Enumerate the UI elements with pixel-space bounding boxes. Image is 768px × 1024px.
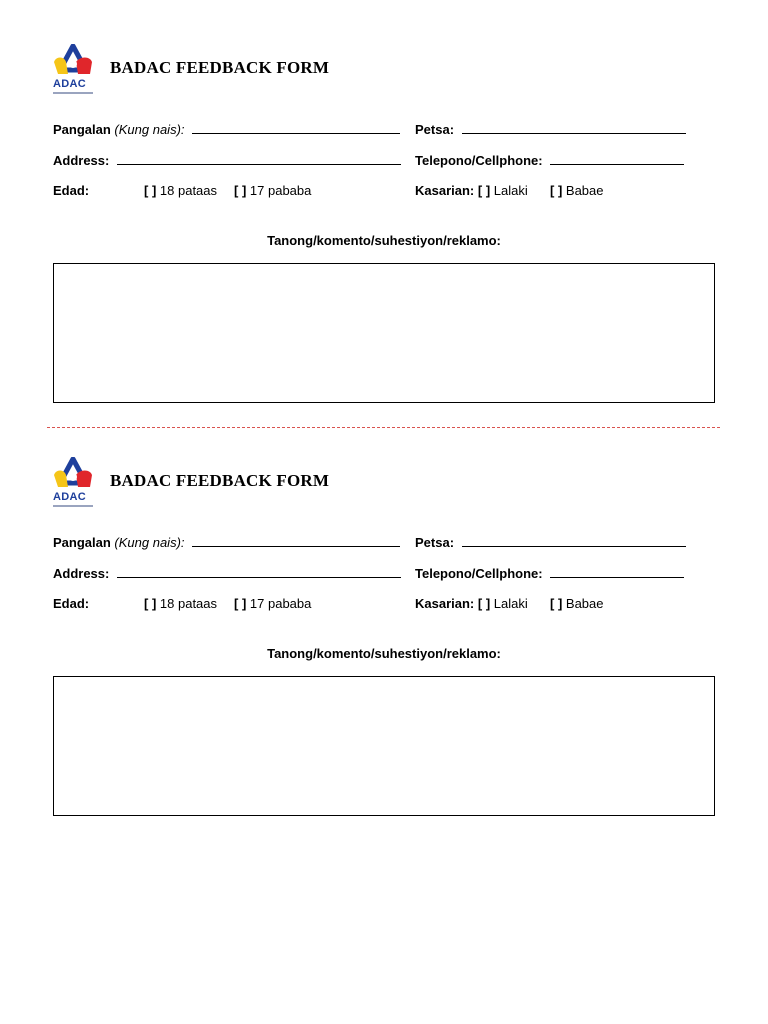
comment-prompt: Tanong/komento/suhestiyon/reklamo: — [267, 233, 501, 248]
address-label: Address: — [53, 153, 110, 168]
age-checkbox-17-down[interactable]: [ ] — [234, 183, 247, 198]
form-title: BADAC FEEDBACK FORM — [110, 471, 330, 490]
logo-text: ADAC — [53, 491, 86, 503]
gender-option-female[interactable] — [550, 596, 604, 611]
logo-tagline-bar — [53, 92, 93, 94]
gender-label: Kasarian: — [415, 596, 475, 611]
age-option-17-down[interactable] — [234, 596, 311, 611]
date-label: Petsa: — [415, 535, 455, 550]
adac-logo — [50, 44, 96, 96]
age-label: Edad: — [53, 596, 90, 611]
gender-checkbox-male[interactable]: [ ] — [477, 596, 491, 611]
age-option-18-up[interactable] — [144, 596, 217, 611]
age-field — [53, 183, 89, 198]
gender-option-female-label: Babae — [565, 596, 604, 611]
age-label: Edad: — [53, 183, 90, 198]
age-checkbox-18-up[interactable]: [ ] — [144, 596, 157, 611]
age-option-17-down-label: 17 pababa — [249, 596, 312, 611]
feedback-form-1 — [0, 44, 768, 444]
name-hint: (Kung nais) — [114, 122, 181, 137]
logo-text: ADAC — [53, 78, 86, 90]
comment-textarea[interactable] — [53, 676, 715, 816]
name-input-line[interactable] — [192, 534, 400, 547]
phone-label: Telepono/Cellphone: — [415, 153, 543, 168]
age-option-17-down[interactable] — [234, 183, 311, 198]
gender-option-female-label: Babae — [565, 183, 604, 198]
name-field[interactable] — [53, 121, 400, 137]
name-input-line[interactable] — [192, 121, 400, 134]
age-option-18-up[interactable] — [144, 183, 217, 198]
name-colon: : — [180, 122, 185, 137]
address-field[interactable] — [53, 565, 401, 581]
name-label: Pangalan — [53, 122, 111, 137]
age-option-18-up-label: 18 pataas — [159, 183, 218, 198]
gender-checkbox-male[interactable]: [ ] — [477, 183, 491, 198]
age-field — [53, 596, 89, 611]
address-input-line[interactable] — [117, 152, 401, 165]
comment-prompt: Tanong/komento/suhestiyon/reklamo: — [267, 646, 501, 661]
age-checkbox-18-up[interactable]: [ ] — [144, 183, 157, 198]
name-hint: (Kung nais) — [114, 535, 181, 550]
phone-field[interactable] — [415, 152, 684, 168]
name-colon: : — [180, 535, 185, 550]
gender-checkbox-female[interactable]: [ ] — [550, 596, 563, 611]
phone-field[interactable] — [415, 565, 684, 581]
name-label: Pangalan — [53, 535, 111, 550]
logo-tagline-bar — [53, 505, 93, 507]
phone-input-line[interactable] — [550, 152, 684, 165]
gender-field[interactable] — [415, 596, 528, 611]
date-input-line[interactable] — [462, 534, 686, 547]
form-title: BADAC FEEDBACK FORM — [110, 58, 330, 77]
gender-option-male-label: Lalaki — [493, 183, 528, 198]
date-label: Petsa: — [415, 122, 455, 137]
gender-field[interactable] — [415, 183, 528, 198]
name-field[interactable] — [53, 534, 400, 550]
feedback-form-2 — [0, 457, 768, 857]
phone-input-line[interactable] — [550, 565, 684, 578]
gender-checkbox-female[interactable]: [ ] — [550, 183, 563, 198]
comment-textarea[interactable] — [53, 263, 715, 403]
age-checkbox-17-down[interactable]: [ ] — [234, 596, 247, 611]
address-label: Address: — [53, 566, 110, 581]
cut-line-divider — [47, 427, 720, 428]
adac-logo — [50, 457, 96, 509]
date-field[interactable] — [415, 121, 686, 137]
age-option-17-down-label: 17 pababa — [249, 183, 312, 198]
address-input-line[interactable] — [117, 565, 401, 578]
date-field[interactable] — [415, 534, 686, 550]
age-option-18-up-label: 18 pataas — [159, 596, 218, 611]
gender-label: Kasarian: — [415, 183, 475, 198]
gender-option-male-label: Lalaki — [493, 596, 528, 611]
gender-option-female[interactable] — [550, 183, 604, 198]
date-input-line[interactable] — [462, 121, 686, 134]
address-field[interactable] — [53, 152, 401, 168]
phone-label: Telepono/Cellphone: — [415, 566, 543, 581]
